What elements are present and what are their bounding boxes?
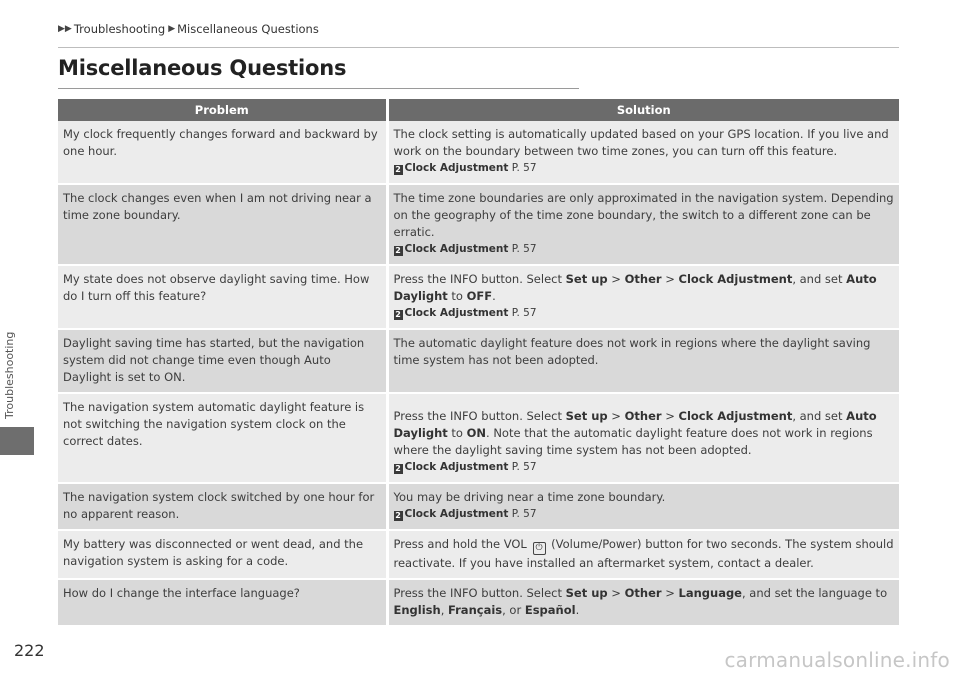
reference-arrow-icon: 2: [395, 511, 401, 520]
cross-reference[interactable]: [394, 241, 895, 258]
solution-cell: [387, 483, 899, 530]
reference-page[interactable]: P. 57: [511, 307, 537, 319]
reference-label[interactable]: Clock Adjustment: [404, 461, 509, 473]
watermark: carmanualsonline.info: [724, 648, 950, 672]
solution-text: Press the INFO button. Select Set up > Other > Clock Adjustment, and set Auto Daylight to OFF.: [393, 272, 877, 303]
solution-cell: [387, 579, 899, 625]
problem-cell: How do I change the interface language?: [58, 579, 387, 625]
cross-reference[interactable]: [394, 305, 895, 322]
table-row: [58, 483, 899, 530]
solution-cell: [387, 265, 899, 329]
table-header-row: [58, 99, 899, 121]
problem-cell: My state does not observe daylight saving time. How do I turn off this feature?: [58, 265, 387, 329]
power-icon: ⏻: [533, 542, 546, 555]
table-row: [58, 184, 899, 265]
table-row: [58, 530, 899, 579]
reference-arrow-icon: 2: [395, 310, 401, 319]
column-header-solution: Solution: [387, 99, 899, 121]
solution-cell: [387, 121, 899, 184]
column-header-problem: Problem: [58, 99, 387, 121]
problem-cell: My battery was disconnected or went dead, and the navigation system is asking for a code.: [58, 530, 387, 579]
solution-text: The clock setting is automatically updated based on your GPS location. If you live and work on the boundary between two time zones, you can turn off this feature.: [393, 127, 889, 158]
breadcrumb-section[interactable]: Troubleshooting: [73, 22, 166, 36]
reference-page[interactable]: P. 57: [511, 162, 537, 174]
table-row: [58, 579, 899, 625]
reference-label[interactable]: Clock Adjustment: [404, 243, 509, 255]
table-row: [58, 121, 899, 184]
solution-cell: [387, 329, 899, 393]
reference-label[interactable]: Clock Adjustment: [404, 508, 509, 520]
table-row: [58, 329, 899, 393]
solution-cell: [387, 184, 899, 265]
arrow-right-icon: ▶▶: [58, 24, 72, 34]
solution-text: The automatic daylight feature does not work in regions where the daylight saving time system has not been adopted.: [393, 336, 871, 367]
solution-cell: [387, 530, 899, 579]
solution-text: Press and hold the VOL ⏻ (Volume/Power) button for two seconds. The system should reactivate. If you have installed an aftermarket system, contact a dealer.: [393, 537, 894, 570]
problem-cell: Daylight saving time has started, but the navigation system did not change time even though Auto Daylight is set to ON.: [58, 329, 387, 393]
reference-arrow-icon: 2: [395, 165, 401, 174]
table-row: [58, 393, 899, 483]
reference-page[interactable]: P. 57: [511, 243, 537, 255]
solution-cell: [387, 393, 899, 483]
page-number: 222: [14, 641, 45, 660]
solution-text: The time zone boundaries are only approximated in the navigation system. Depending on the geography of the time zone boundary, the switch to a different zone can be erratic.: [393, 191, 894, 239]
page-title: Miscellaneous Questions: [58, 56, 347, 80]
breadcrumb-page: Miscellaneous Questions: [177, 22, 319, 36]
reference-page[interactable]: P. 57: [511, 508, 537, 520]
breadcrumb: [58, 22, 319, 36]
problem-cell: The navigation system automatic daylight feature is not switching the navigation system clock on the correct dates.: [58, 393, 387, 483]
problem-cell: My clock frequently changes forward and backward by one hour.: [58, 121, 387, 184]
section-tab-marker[interactable]: [0, 427, 34, 455]
reference-label[interactable]: Clock Adjustment: [404, 307, 509, 319]
title-underline: [58, 88, 579, 89]
solution-text: Press the INFO button. Select Set up > Other > Language, and set the language to English, Français, or Español.: [393, 586, 888, 617]
troubleshooting-table: [58, 99, 899, 625]
reference-label[interactable]: Clock Adjustment: [404, 162, 509, 174]
problem-cell: The navigation system clock switched by one hour for no apparent reason.: [58, 483, 387, 530]
problem-cell: The clock changes even when I am not driving near a time zone boundary.: [58, 184, 387, 265]
solution-text: Press the INFO button. Select Set up > Other > Clock Adjustment, and set Auto Daylight to ON. Note that the automatic daylight feature does not work in regions where the daylight saving time system has not been adopted.: [393, 409, 877, 457]
header-divider: [58, 47, 899, 48]
cross-reference[interactable]: [394, 506, 895, 523]
solution-text: You may be driving near a time zone boundary.: [393, 490, 666, 504]
reference-arrow-icon: 2: [395, 464, 401, 473]
cross-reference[interactable]: [394, 459, 895, 476]
table-row: [58, 265, 899, 329]
reference-page[interactable]: P. 57: [511, 461, 537, 473]
arrow-right-icon: ▶: [168, 24, 176, 34]
reference-arrow-icon: 2: [395, 246, 401, 255]
side-section-label: Troubleshooting: [3, 331, 16, 419]
cross-reference[interactable]: [394, 160, 895, 177]
